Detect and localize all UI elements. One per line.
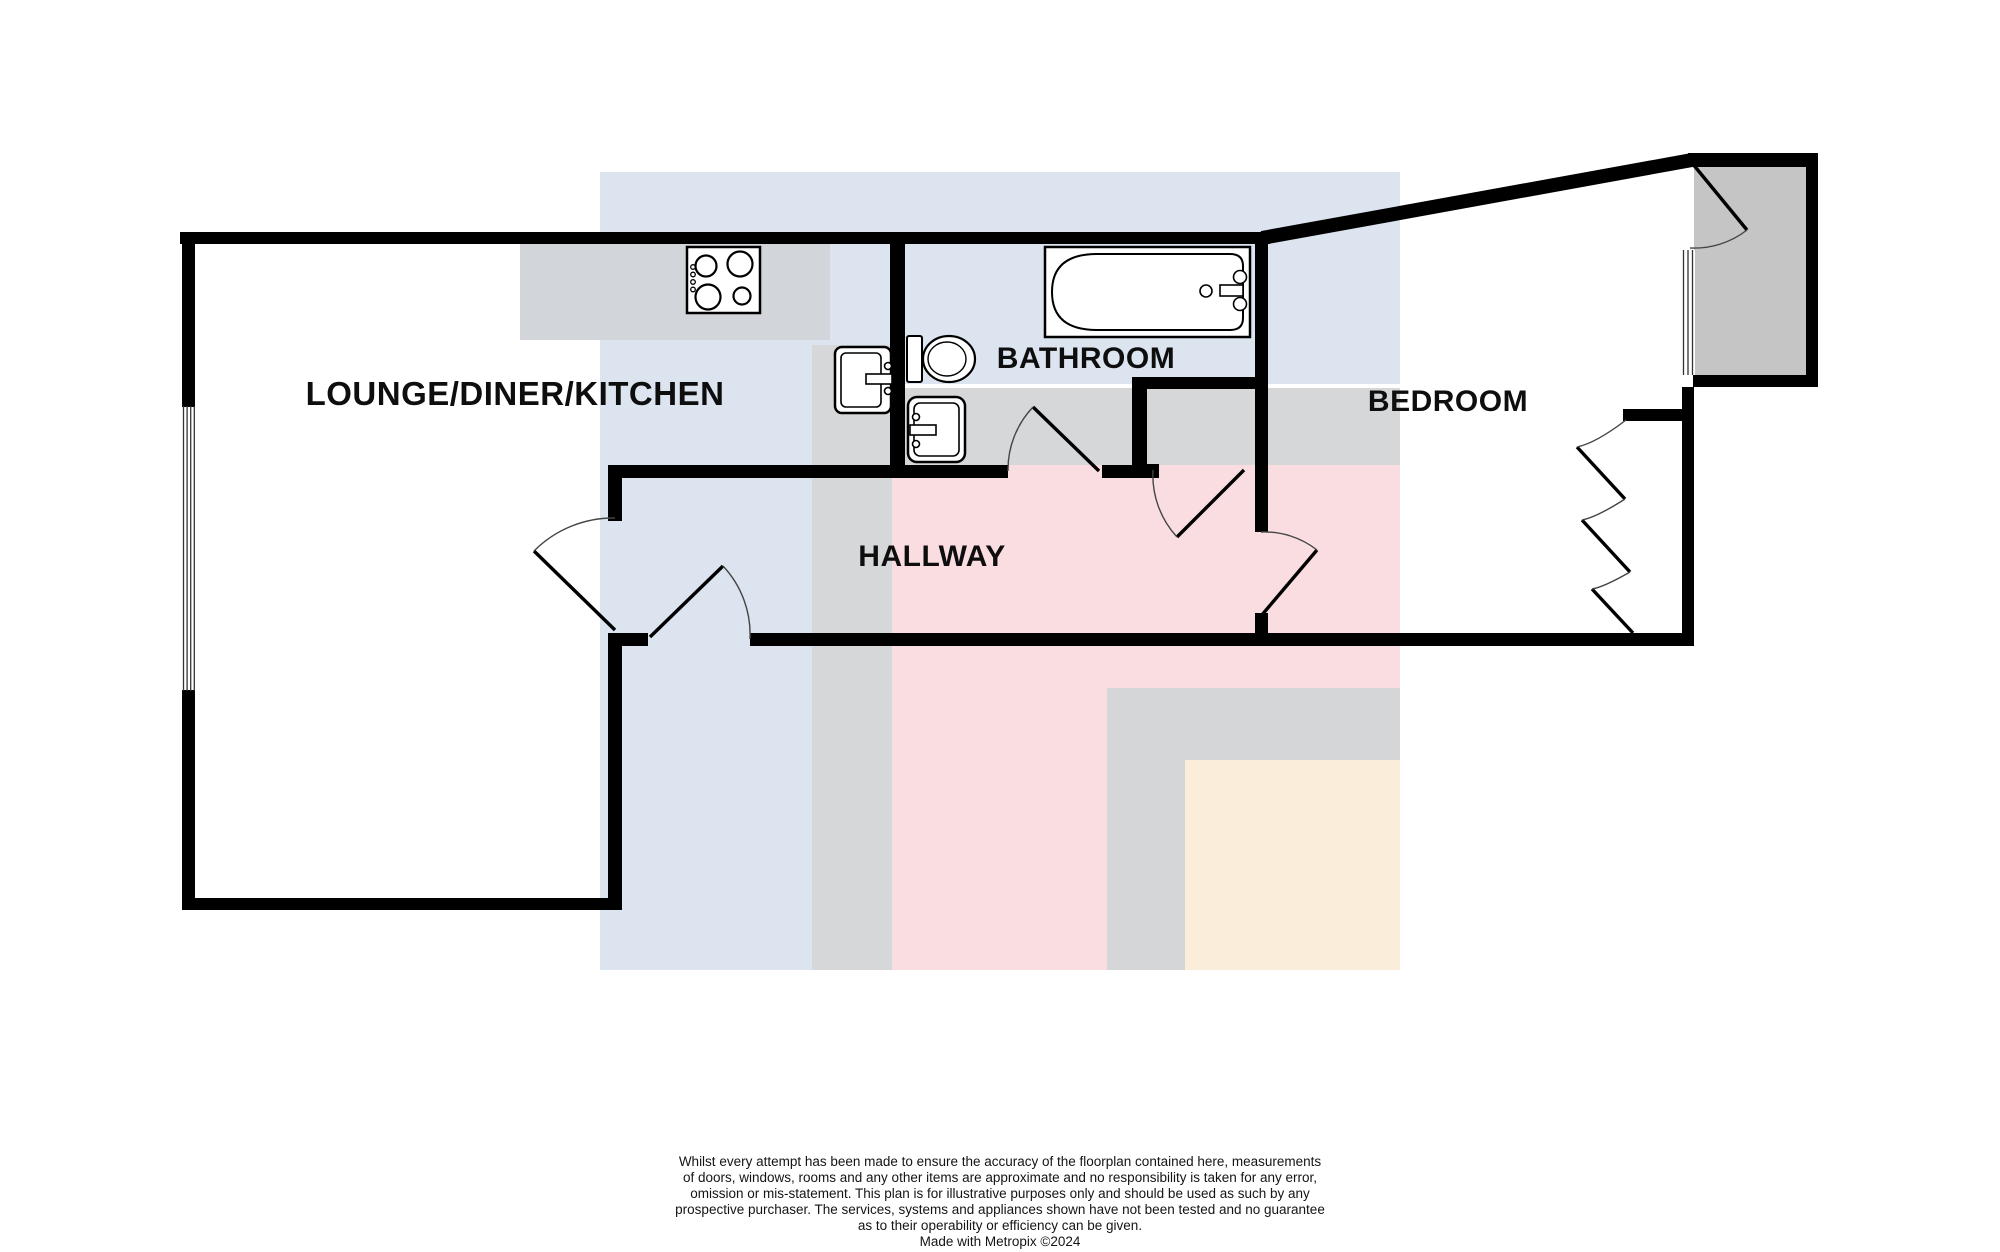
bathtub-icon bbox=[1045, 247, 1250, 337]
disclaimer-line: omission or mis-statement. This plan is for illustrative purposes only and should be used as such by any bbox=[690, 1185, 1310, 1201]
toilet-icon bbox=[907, 336, 975, 382]
door-swing-icon bbox=[650, 566, 750, 639]
disclaimer-line: prospective purchaser. The services, systems and appliances shown have not been tested and no guarantee bbox=[675, 1201, 1325, 1217]
folding-wardrobe-door-icon bbox=[1577, 420, 1637, 646]
kitchen-sink-icon bbox=[835, 347, 892, 413]
metropix-credit: Made with Metropix ©2024 bbox=[919, 1233, 1081, 1249]
window-icon bbox=[184, 406, 195, 691]
room-label-bathroom: BATHROOM bbox=[996, 342, 1176, 375]
room-label-hallway: HALLWAY bbox=[858, 540, 1006, 573]
window-icon bbox=[1681, 250, 1695, 375]
room-label-bedroom: BEDROOM bbox=[1367, 385, 1529, 418]
door-swing-icon bbox=[1690, 163, 1747, 248]
wall-diagonal bbox=[1262, 160, 1692, 238]
door-swing-icon bbox=[1153, 470, 1244, 537]
room-label-lounge: LOUNGE/DINER/KITCHEN bbox=[305, 375, 725, 412]
door-swing-icon bbox=[1008, 407, 1099, 471]
door-swing-icon bbox=[534, 518, 615, 630]
disclaimer-line: of doors, windows, rooms and any other items are approximate and no responsibility is taken for any error, bbox=[682, 1169, 1318, 1185]
door-swing-icon bbox=[1261, 532, 1317, 616]
hob-icon bbox=[687, 247, 760, 313]
disclaimer-block bbox=[600, 1154, 1400, 1249]
disclaimer-line: as to their operability or efficiency can be given. bbox=[857, 1217, 1143, 1233]
disclaimer-line: Whilst every attempt has been made to ensure the accuracy of the floorplan contained here, measurements bbox=[678, 1154, 1322, 1169]
hand-basin-icon bbox=[908, 397, 965, 462]
